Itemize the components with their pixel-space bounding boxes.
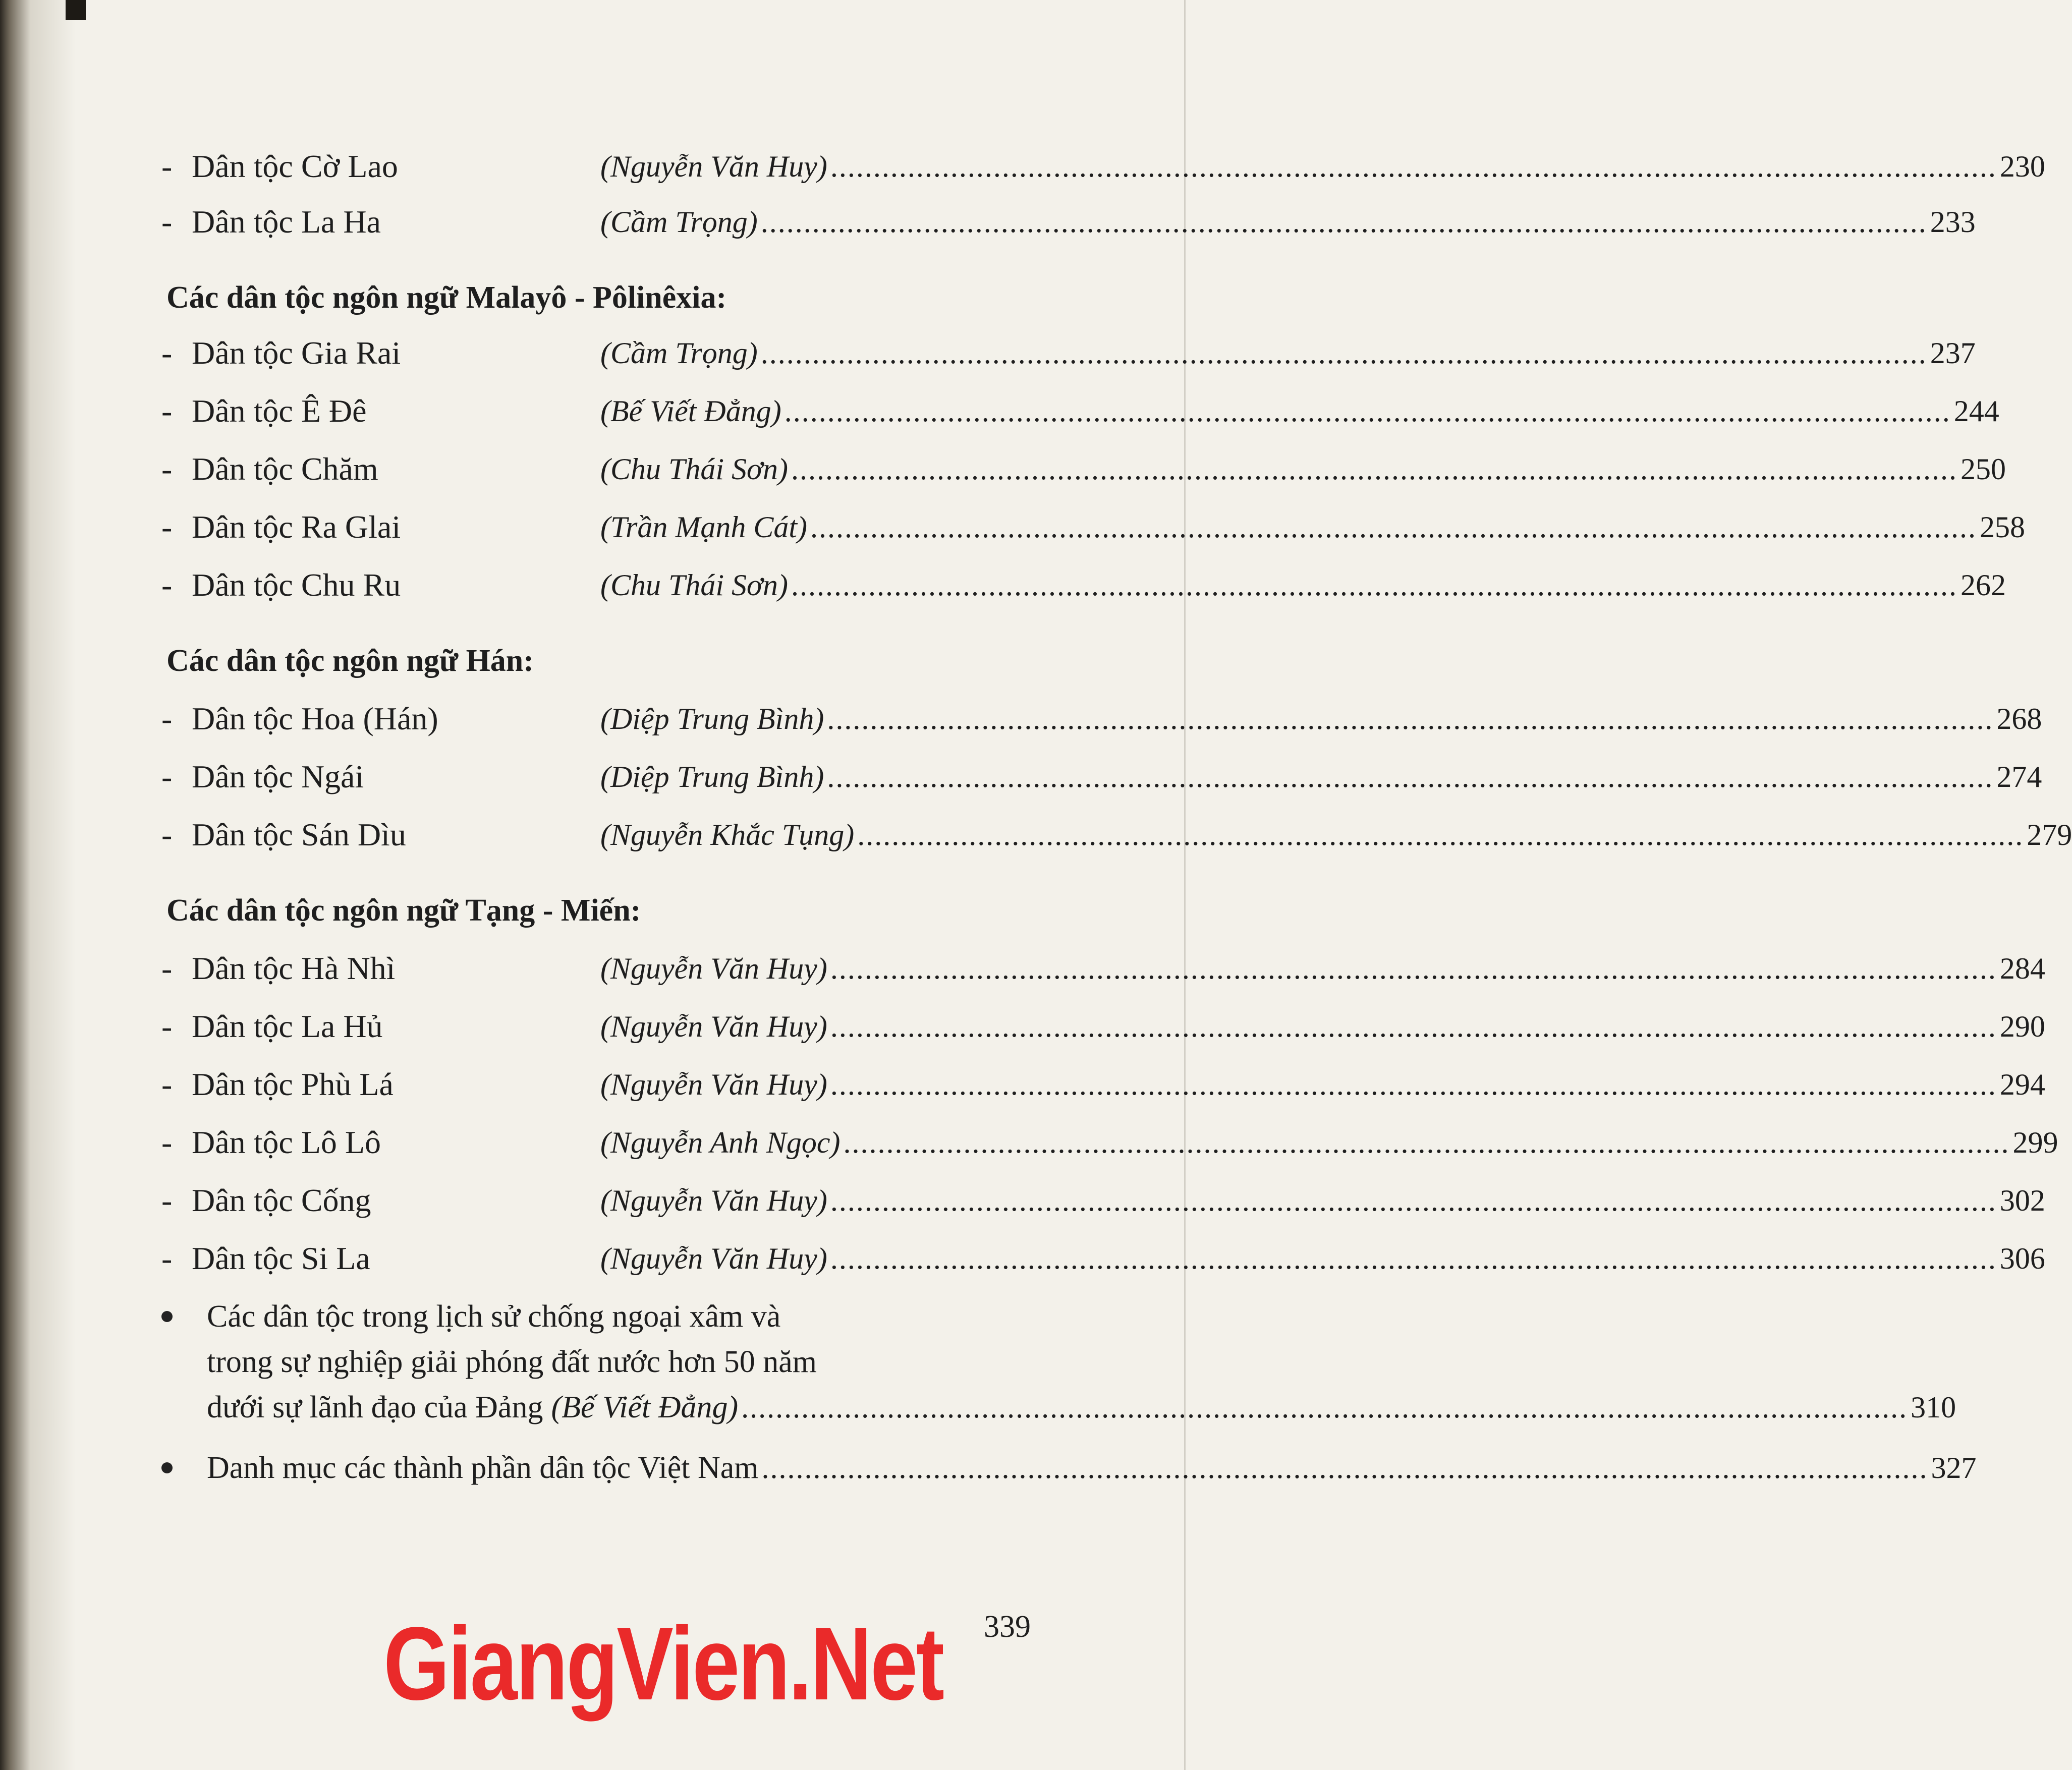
entry-author: (Diệp Trung Bình) <box>600 702 824 735</box>
leader-dots: ........................................................................................................................................ <box>830 1010 1997 1043</box>
toc-entry <box>161 1004 2045 1049</box>
entry-dash: - <box>161 1240 173 1276</box>
bullet-line-text: dưới sự lãnh đạo của Đảng <box>207 1390 543 1424</box>
entry-name: Dân tộc La Hủ <box>192 1008 383 1044</box>
entry-name: Dân tộc Chu Ru <box>192 567 401 603</box>
leader-dots: ........................................................................................................................................ <box>830 1242 1997 1275</box>
entry-dash: - <box>161 817 173 852</box>
entry-page: 233 <box>1930 205 1976 239</box>
entry-dash: - <box>161 950 173 986</box>
leader-dots: ........................................................................................................................................ <box>857 818 2024 851</box>
entry-author: (Trần Mạnh Cát) <box>600 510 808 544</box>
page-edge <box>1184 0 1186 1770</box>
entry-name: Dân tộc La Ha <box>192 204 381 240</box>
entry-name: Dân tộc Cờ Lao <box>192 148 398 184</box>
entry-page: 250 <box>1961 452 2006 486</box>
toc-entry <box>161 1236 2045 1281</box>
leader-dots: ........................................................................................................................................ <box>830 150 1997 183</box>
entry-author: (Nguyễn Văn Huy) <box>600 150 827 183</box>
leader-dots: ........................................................................................................................................ <box>830 1184 1997 1217</box>
toc-entry <box>161 330 1976 376</box>
book-spine-shadow <box>0 0 76 1770</box>
entry-dash: - <box>161 393 173 429</box>
toc-entry <box>161 562 2006 608</box>
entry-page: 284 <box>1999 952 2045 985</box>
entry-dash: - <box>161 509 173 545</box>
toc-entry <box>161 1178 2045 1223</box>
entry-page: 306 <box>1999 1242 2045 1275</box>
entry-name: Dân tộc Cống <box>192 1182 371 1218</box>
section-heading: Các dân tộc ngôn ngữ Malayô - Pôlinêxia: <box>166 280 727 315</box>
bullet-line <box>207 1385 1956 1430</box>
entry-name: Dân tộc Gia Rai <box>192 335 401 371</box>
entry-author: (Cầm Trọng) <box>600 205 758 239</box>
entry-author: (Cầm Trọng) <box>600 336 758 370</box>
entry-name: Dân tộc Chăm <box>192 451 378 487</box>
entry-page: 244 <box>1953 394 1999 428</box>
entry-name: Dân tộc Si La <box>192 1240 370 1276</box>
leader-dots: ........................................................................................................................................ <box>791 452 1958 486</box>
bullet-dot <box>161 1311 173 1322</box>
entry-author: (Nguyễn Văn Huy) <box>600 1010 827 1043</box>
toc-entry <box>161 1062 2045 1107</box>
entry-author: (Bế Viết Đẳng) <box>551 1390 739 1424</box>
entry-name: Dân tộc Lô Lô <box>192 1124 381 1160</box>
entry-dash: - <box>161 1182 173 1218</box>
entry-page: 274 <box>1996 760 2042 793</box>
entry-name: Dân tộc Hoa (Hán) <box>192 701 438 736</box>
entry-name: Dân tộc Phù Lá <box>192 1066 394 1102</box>
entry-dash: - <box>161 1124 173 1160</box>
entry-page: 237 <box>1930 336 1976 370</box>
entry-author: (Chu Thái Sơn) <box>600 568 789 602</box>
toc-entry <box>161 1120 2058 1165</box>
leader-dots: ........................................................................................................................................ <box>827 760 1994 793</box>
entry-dash: - <box>161 701 173 736</box>
toc-entry <box>161 812 2072 858</box>
entry-page: 268 <box>1996 702 2042 735</box>
bullet-line-text: Danh mục các thành phần dân tộc Việt Nam <box>207 1451 759 1485</box>
entry-name: Dân tộc Ê Đê <box>192 393 367 429</box>
toc-entry <box>161 144 2045 189</box>
entry-dash: - <box>161 1008 173 1044</box>
entry-name: Dân tộc Ngái <box>192 759 364 794</box>
entry-page: 230 <box>1999 150 2045 183</box>
entry-dash: - <box>161 1066 173 1102</box>
page-number: 339 <box>984 1610 1031 1644</box>
entry-name: Dân tộc Ra Glai <box>192 509 401 545</box>
entry-page: 258 <box>1980 510 2026 544</box>
entry-author: (Nguyễn Khắc Tụng) <box>600 818 855 851</box>
entry-dash: - <box>161 148 173 184</box>
entry-author: (Nguyễn Anh Ngọc) <box>600 1126 841 1159</box>
bullet-dot <box>161 1462 173 1473</box>
entry-page: 294 <box>1999 1068 2045 1101</box>
section-heading: Các dân tộc ngôn ngữ Tạng - Miến: <box>166 893 641 928</box>
entry-page: 279 <box>2027 818 2072 851</box>
watermark-logo: GiangVien.Net <box>383 1606 943 1722</box>
leader-dots: ........................................................................................................................................ <box>760 336 1927 370</box>
leader-dots: ........................................................................................................................................ <box>791 568 1958 602</box>
leader-dots: ........................................................................................................................................ <box>827 702 1994 735</box>
entry-page: 299 <box>2012 1126 2058 1159</box>
spine-corner-mark <box>66 0 86 20</box>
leader-dots: ........................................................................................................................................ <box>830 952 1997 985</box>
toc-entry <box>161 754 2042 800</box>
entry-dash: - <box>161 759 173 794</box>
entry-dash: - <box>161 451 173 487</box>
toc-entry <box>161 504 2026 550</box>
toc-entry <box>161 446 2006 492</box>
entry-author: (Nguyễn Văn Huy) <box>600 952 827 985</box>
leader-dots: ........................................................................................................................................ <box>784 394 1951 428</box>
bullet-line: trong sự nghiệp giải phóng đất nước hơn 50 năm <box>207 1345 817 1379</box>
entry-author: (Nguyễn Văn Huy) <box>600 1242 827 1275</box>
toc-entry <box>161 388 1999 434</box>
toc-bullet-entry <box>161 1445 1977 1491</box>
entry-page: 310 <box>1911 1391 1956 1424</box>
entry-page: 290 <box>1999 1010 2045 1043</box>
bullet-line: Các dân tộc trong lịch sử chống ngoại xâm và <box>207 1299 781 1334</box>
entry-dash: - <box>161 335 173 371</box>
section-heading: Các dân tộc ngôn ngữ Hán: <box>166 644 534 678</box>
entry-name: Dân tộc Hà Nhì <box>192 950 396 986</box>
entry-page: 302 <box>1999 1184 2045 1217</box>
bullet-line <box>207 1445 1977 1491</box>
leader-dots: ........................................................................................................................................ <box>761 1451 1928 1484</box>
entry-author: (Diệp Trung Bình) <box>600 760 824 793</box>
entry-page: 262 <box>1961 568 2006 602</box>
toc-bullet-entry <box>161 1294 1956 1440</box>
leader-dots: ........................................................................................................................................ <box>830 1068 1997 1101</box>
entry-dash: - <box>161 204 173 240</box>
entry-name: Dân tộc Sán Dìu <box>192 817 406 852</box>
toc-entry <box>161 946 2045 991</box>
leader-dots: ........................................................................................................................................ <box>843 1126 2010 1159</box>
toc-entry <box>161 696 2042 741</box>
entry-page: 327 <box>1931 1451 1977 1484</box>
entry-author: (Bế Viết Đẳng) <box>600 394 781 428</box>
leader-dots: ........................................................................................................................................ <box>810 510 1977 544</box>
entry-author: (Nguyễn Văn Huy) <box>600 1068 827 1101</box>
entry-dash: - <box>161 567 173 603</box>
entry-author: (Nguyễn Văn Huy) <box>600 1184 827 1217</box>
leader-dots: ........................................................................................................................................ <box>741 1391 1908 1424</box>
leader-dots: ........................................................................................................................................ <box>760 205 1927 239</box>
entry-author: (Chu Thái Sơn) <box>600 452 789 486</box>
toc-entry <box>161 199 1976 245</box>
